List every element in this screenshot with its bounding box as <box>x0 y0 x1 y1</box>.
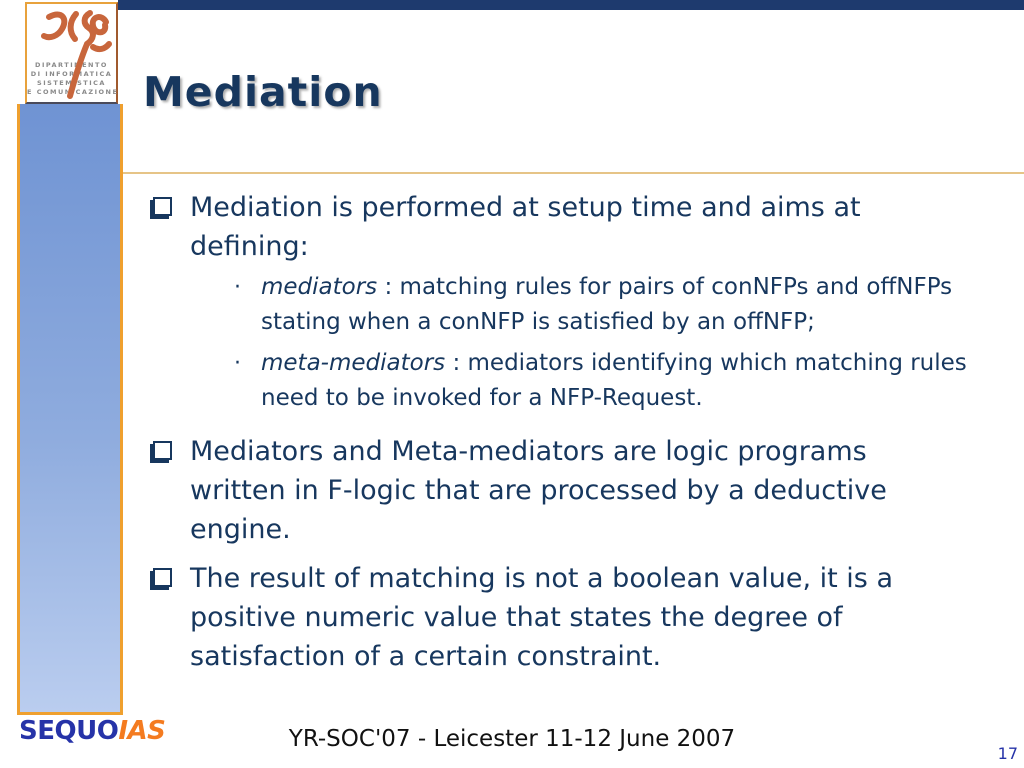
bullet-line: Mediation is performed at setup time and aims at <box>190 192 861 223</box>
term-definition: : matching rules for pairs of conNFPs and offNFPs <box>377 274 953 300</box>
square-bullet-icon <box>153 197 172 216</box>
bullet-line: written in F-logic that are processed by a deductive <box>190 475 887 506</box>
term-definition: : mediators identifying which matching rules <box>445 350 967 376</box>
sub-bullet-text <box>261 346 967 416</box>
disco-logo <box>25 2 118 104</box>
sub-bullet-line: stating when a conNFP is satisfied by an offNFP; <box>261 309 815 335</box>
sub-bullet-list <box>234 270 967 416</box>
logo-text-line: DIPARTIMENTO <box>35 61 108 69</box>
term-italic: meta-mediators <box>261 350 446 376</box>
logo-text-line: SISTEMISTICA <box>37 79 106 87</box>
sequoias-logo-orange: IAS <box>118 716 166 746</box>
term-italic: mediators <box>261 274 378 300</box>
bullet-line: Mediators and Meta-mediators are logic programs <box>190 436 867 467</box>
sub-bullet-line <box>261 346 967 381</box>
footer-conference: YR-SOC'07 - Leicester 11-12 June 2007 <box>288 726 736 752</box>
bullet-line: positive numeric value that states the degree of <box>190 602 843 633</box>
bullet-line: engine. <box>190 514 291 545</box>
bullet-text <box>190 559 893 676</box>
bullet-line: The result of matching is not a boolean value, it is a <box>190 563 893 594</box>
square-bullet-icon <box>153 441 172 460</box>
slide-title: Mediation <box>143 68 383 116</box>
bullet-text <box>190 188 967 422</box>
slide-body <box>148 188 1014 686</box>
logo-text-line: DI INFORMATICA <box>30 70 113 78</box>
sub-bullet-line: need to be invoked for a NFP-Request. <box>261 385 703 411</box>
top-header-bar <box>118 0 1024 10</box>
sub-bullet-item <box>234 346 967 416</box>
title-divider <box>123 172 1024 174</box>
dot-bullet-icon: · <box>234 351 241 376</box>
bullet-item <box>148 432 1014 549</box>
sub-bullet-line <box>261 270 952 305</box>
sub-bullet-item <box>234 270 967 340</box>
bullet-text <box>190 432 887 549</box>
sequoias-logo <box>19 716 165 746</box>
square-bullet-icon <box>153 568 172 587</box>
bullet-item <box>148 188 1014 422</box>
left-accent-bar <box>17 104 123 715</box>
sub-bullet-text <box>261 270 952 340</box>
logo-text-line: E COMUNICAZIONE <box>27 88 119 96</box>
disco-logo-text <box>27 61 119 97</box>
dot-bullet-icon: · <box>234 275 241 300</box>
bullet-line: satisfaction of a certain constraint. <box>190 641 662 672</box>
bullet-line: defining: <box>190 231 309 262</box>
sequoias-logo-blue: SEQUO <box>19 716 119 746</box>
page-number: 17 <box>997 744 1018 763</box>
bullet-item <box>148 559 1014 676</box>
